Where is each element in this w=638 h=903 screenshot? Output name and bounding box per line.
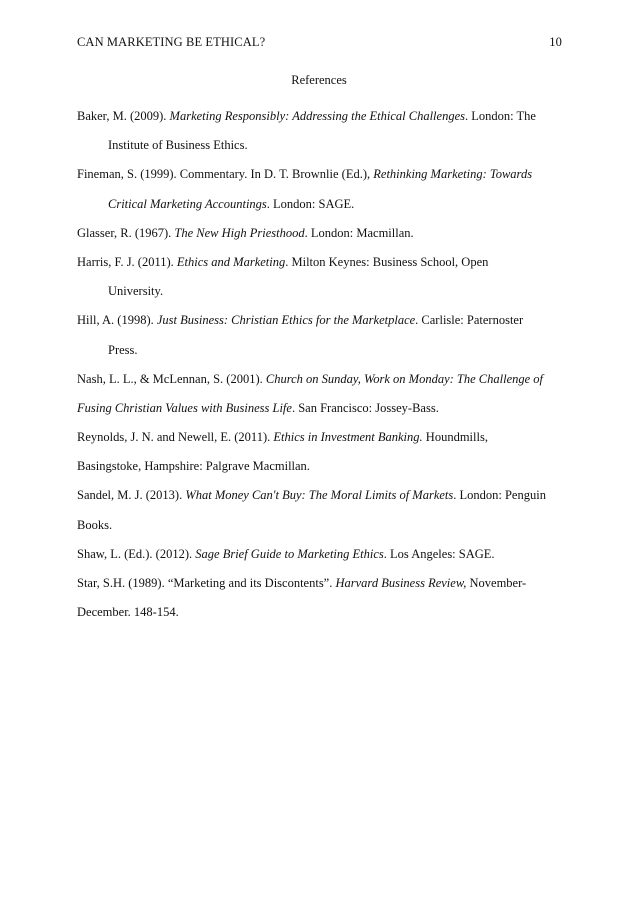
reference-text: . San Francisco: Jossey-Bass.: [291, 400, 439, 415]
reference-text: Fineman, S. (1999). Commentary. In D. T. Brownlie (Ed.),: [77, 167, 374, 182]
reference-line: [77, 284, 567, 313]
reference-line: [77, 255, 567, 284]
reference-text: . London: The: [465, 109, 536, 123]
reference-text: Books.: [77, 517, 113, 532]
reference-text: . Los Angeles: SAGE.: [383, 546, 495, 561]
reference-line: [77, 430, 567, 459]
reference-text: Houndmills,: [422, 430, 488, 445]
reference-list: [77, 109, 567, 634]
reference-text: Glasser, R. (1967).: [77, 225, 175, 240]
reference-text: Reynolds, J. N. and Newell, E. (2011).: [77, 430, 274, 445]
reference-text: Basingstoke, Hampshire: Palgrave Macmillan.: [77, 459, 310, 474]
references-heading: References: [291, 73, 347, 87]
reference-text: University.: [108, 284, 164, 299]
reference-text: Star, S.H. (1989). “Marketing and its Discontents”.: [77, 576, 336, 590]
reference-title-text: Marketing Responsibly: Addressing the Ethical Challenges: [169, 109, 465, 123]
reference-line: [77, 313, 567, 342]
reference-line: [77, 605, 567, 634]
reference-title-text: Sage Brief Guide to Marketing Ethics: [195, 546, 384, 561]
reference-title-text: Just Business: Christian Ethics for the Marketplace: [156, 313, 416, 328]
reference-text: Sandel, M. J. (2013).: [77, 488, 186, 503]
reference-text: . London: SAGE.: [266, 196, 355, 211]
reference-text: . London: Macmillan.: [304, 225, 414, 240]
reference-line: [77, 401, 567, 430]
running-head: [77, 35, 562, 50]
reference-text: . Carlisle: Paternoster: [415, 313, 524, 328]
reference-title-text: Church on Sunday, Work on Monday: The Challenge of: [265, 371, 544, 386]
reference-line: [77, 197, 567, 226]
reference-text: November-: [466, 576, 527, 590]
reference-text: Nash, L. L., & McLennan, S. (2001).: [77, 371, 266, 386]
running-title: CAN MARKETING BE ETHICAL?: [77, 35, 266, 49]
reference-text: Shaw, L. (Ed.). (2012).: [77, 546, 196, 561]
reference-title-text: Rethinking Marketing: Towards: [373, 167, 533, 182]
reference-text: December. 148-154.: [77, 605, 179, 620]
reference-title-text: Critical Marketing Accountings: [108, 196, 267, 211]
reference-line: [77, 226, 567, 255]
reference-text: . Milton Keynes: Business School, Open: [285, 254, 489, 269]
reference-title-text: What Money Can't Buy: The Moral Limits of Markets: [185, 488, 454, 503]
reference-text: Hill, A. (1998).: [77, 313, 157, 328]
reference-line: [77, 109, 567, 138]
reference-line: [77, 576, 567, 605]
page-number: 10: [549, 35, 562, 49]
reference-line: [77, 343, 567, 372]
reference-text: Baker, M. (2009).: [77, 109, 170, 123]
reference-title-text: Ethics and Marketing: [176, 254, 286, 269]
reference-text: Institute of Business Ethics.: [108, 138, 248, 153]
reference-line: [77, 167, 567, 196]
reference-line: [77, 488, 567, 517]
reference-title-text: Ethics in Investment Banking.: [273, 430, 423, 445]
reference-line: [77, 547, 567, 576]
reference-text: Harris, F. J. (2011).: [77, 254, 177, 269]
reference-title-text: The New High Priesthood: [174, 225, 305, 240]
reference-title-text: Harvard Business Review,: [335, 576, 467, 590]
reference-line: [77, 138, 567, 167]
reference-title-text: Fusing Christian Values with Business Life: [77, 400, 292, 415]
reference-text: Press.: [108, 342, 138, 357]
reference-text: . London: Penguin: [453, 488, 546, 503]
reference-line: [77, 372, 567, 401]
reference-line: [77, 518, 567, 547]
reference-line: [77, 459, 567, 488]
